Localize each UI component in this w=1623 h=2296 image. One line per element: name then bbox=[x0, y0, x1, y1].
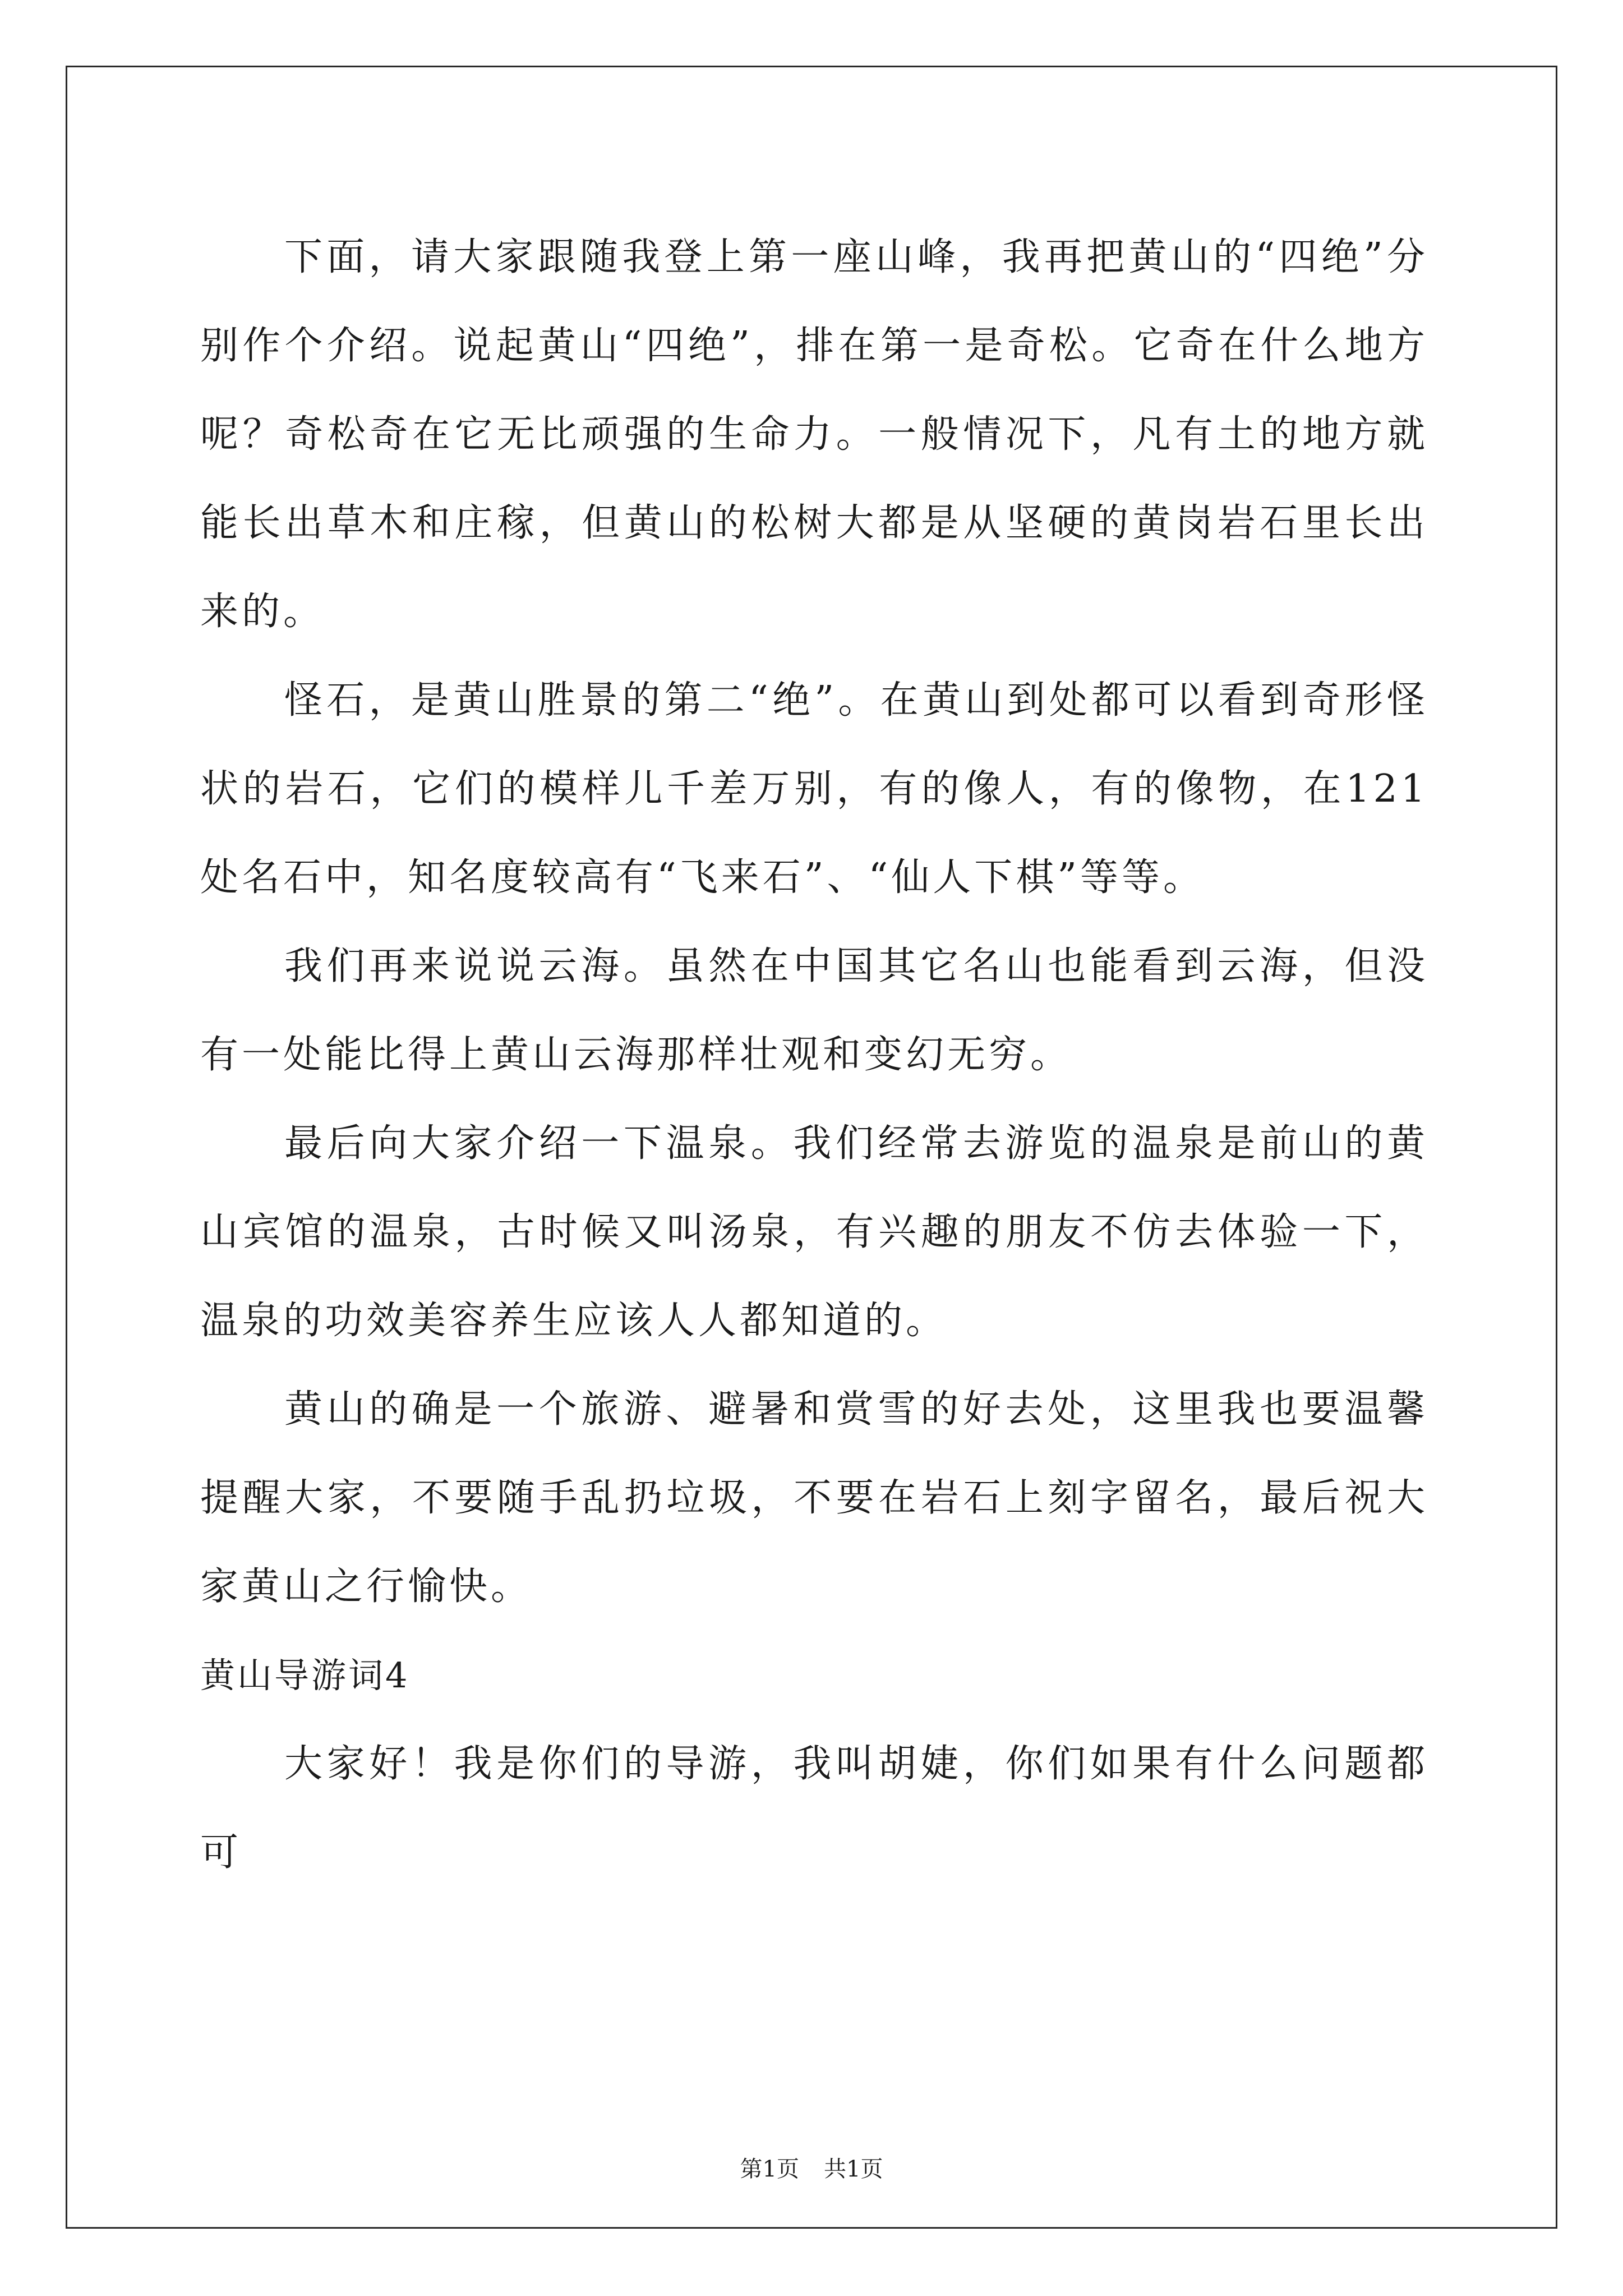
page-number-total: 共1页 bbox=[824, 2156, 883, 2182]
section-heading: 黄山导游词4 bbox=[200, 1655, 410, 1696]
page-number-current: 第1页 bbox=[740, 2156, 799, 2182]
paragraph-sea-of-clouds: 我们再来说说云海。虽然在中国其它名山也能看到云海，但没有一处能比得上黄山云海那样壮观和变幻无穷。 bbox=[200, 944, 1428, 1077]
paragraph-greeting: 大家好！我是你们的导游，我叫胡婕，你们如果有什么问题都可 bbox=[200, 1742, 1428, 1875]
document-body bbox=[200, 213, 1428, 1897]
paragraph-closing-reminder: 黄山的确是一个旅游、避暑和赏雪的好去处，这里我也要温馨提醒大家，不要随手乱扔垃圾，不要在岩石上刻字留名，最后祝大家黄山之行愉快。 bbox=[200, 1387, 1428, 1609]
page-footer bbox=[0, 2151, 1623, 2183]
paragraph-hot-springs: 最后向大家介绍一下温泉。我们经常去游览的温泉是前山的黄山宾馆的温泉，古时候又叫汤泉，有兴趣的朋友不仿去体验一下，温泉的功效美容养生应该人人都知道的。 bbox=[200, 1121, 1428, 1343]
paragraph-strange-rocks: 怪石，是黄山胜景的第二“绝”。在黄山到处都可以看到奇形怪状的岩石，它们的模样儿千差万别，有的像人，有的像物，在121处名石中，知名度较高有“飞来石”、“仙人下棋”等等。 bbox=[200, 678, 1428, 900]
paragraph-four-wonders-pine: 下面，请大家跟随我登上第一座山峰，我再把黄山的“四绝”分别作个介绍。说起黄山“四绝”，排在第一是奇松。它奇在什么地方呢？奇松奇在它无比顽强的生命力。一般情况下，凡有土的地方就能长出草木和庄稼，但黄山的松树大都是从坚硬的黄岗岩石里长出来的。 bbox=[200, 235, 1428, 634]
